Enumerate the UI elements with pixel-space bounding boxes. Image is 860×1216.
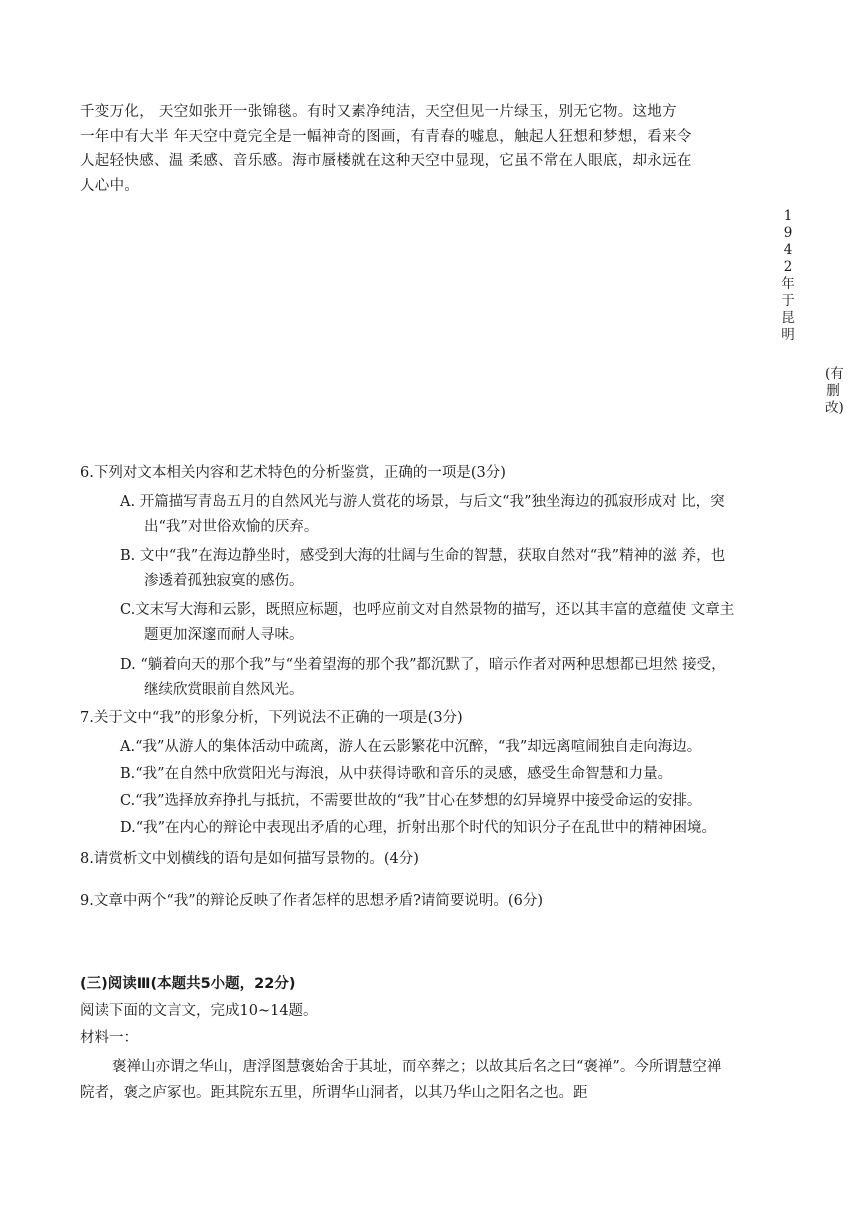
section-3-instruction: 阅读下面的文言文，完成10~14题。 <box>80 1003 318 1019</box>
question-7-option-b: B.“我”在自然中欣赏阳光与海浪，从中获得诗歌和音乐的灵感，感受生命智慧和力量。 <box>120 766 673 782</box>
passage-line: 人心中。 <box>80 177 140 194</box>
passage-line: 千变万化， 天空如张开一张锦毯。有时又素净纯洁，天空但见一片绿玉，别无它物。这地方 <box>80 104 677 120</box>
question-8: 8.请赏析文中划横线的语句是如何描写景物的。(4分) <box>80 851 419 867</box>
option-text: D. “躺着向天的那个我”与“坐着望海的那个我”都沉默了，暗示作者对两种思想都已坦然 接受，继续欣赏眼前自然风光。 <box>120 657 726 698</box>
option-text: B. 文中“我”在海边静坐时，感受到大海的壮阔与生命的智慧，获取自然对“我”精神的滋 养，也渗透着孤独寂寞的感伤。 <box>120 548 726 589</box>
source-edited-note-vertical: (有删改) <box>825 366 844 416</box>
question-6-stem: 6.下列对文本相关内容和艺术特色的分析鉴赏，正确的一项是(3分) <box>80 465 506 481</box>
question-7-option-d: D.“我”在内心的辩论中表现出矛盾的心理，折射出那个时代的知识分子在乱世中的精神困境。 <box>120 820 717 836</box>
question-7-stem: 7.关于文中“我”的形象分析，下列说法不正确的一项是(3分) <box>80 710 463 726</box>
question-7-option-c: C.“我”选择放弃挣扎与抵抗，不需要世故的“我”甘心在梦想的幻异境界中接受命运的安排。 <box>120 793 702 809</box>
passage-ending <box>80 100 740 198</box>
question-6-option-a <box>120 490 735 539</box>
question-9: 9.文章中两个“我”的辩论反映了作者怎样的思想矛盾?请简要说明。(6分) <box>80 893 543 909</box>
passage-line: 人起轻快感、温 柔感、音乐感。海市蜃楼就在这种天空中显现，它虽不常在人眼底，却永远在 <box>80 153 692 169</box>
material-1-label: 材料一： <box>80 1030 138 1046</box>
option-text: C.文末写大海和云影，既照应标题，也呼应前文对自然景物的描写，还以其丰富的意蕴使 文章主题更加深邃而耐人寻味。 <box>120 602 735 643</box>
classical-text: 褒禅山亦谓之华山，唐浮图慧褒始舍于其址，而卒葬之；以故其后名之曰“褒禅”。今所谓慧空禅院者，褒之庐冢也。距其院东五里，所谓华山洞者，以其乃华山之阳名之也。距 <box>80 1059 722 1101</box>
passage-line: 一年中有大半 年天空中竟完全是一幅神奇的图画，有青春的嘘息，触起人狂想和梦想，看来令 <box>80 128 692 145</box>
source-date-vertical: 1942年于昆明 <box>781 208 795 343</box>
option-text: A. 开篇描写青岛五月的自然风光与游人赏花的场景，与后文“我”独坐海边的孤寂形成对 比，突出“我”对世俗欢愉的厌弃。 <box>120 494 725 535</box>
question-6-option-c <box>120 598 735 647</box>
question-6-option-b <box>120 544 735 593</box>
question-7-option-a: A.“我”从游人的集体活动中疏离，游人在云影繁花中沉醉，“我”却远离喧闹独自走向海边。 <box>120 739 702 755</box>
question-6-option-d <box>120 653 735 702</box>
section-3-title: (三)阅读Ⅲ(本题共5小题，22分) <box>80 976 296 992</box>
